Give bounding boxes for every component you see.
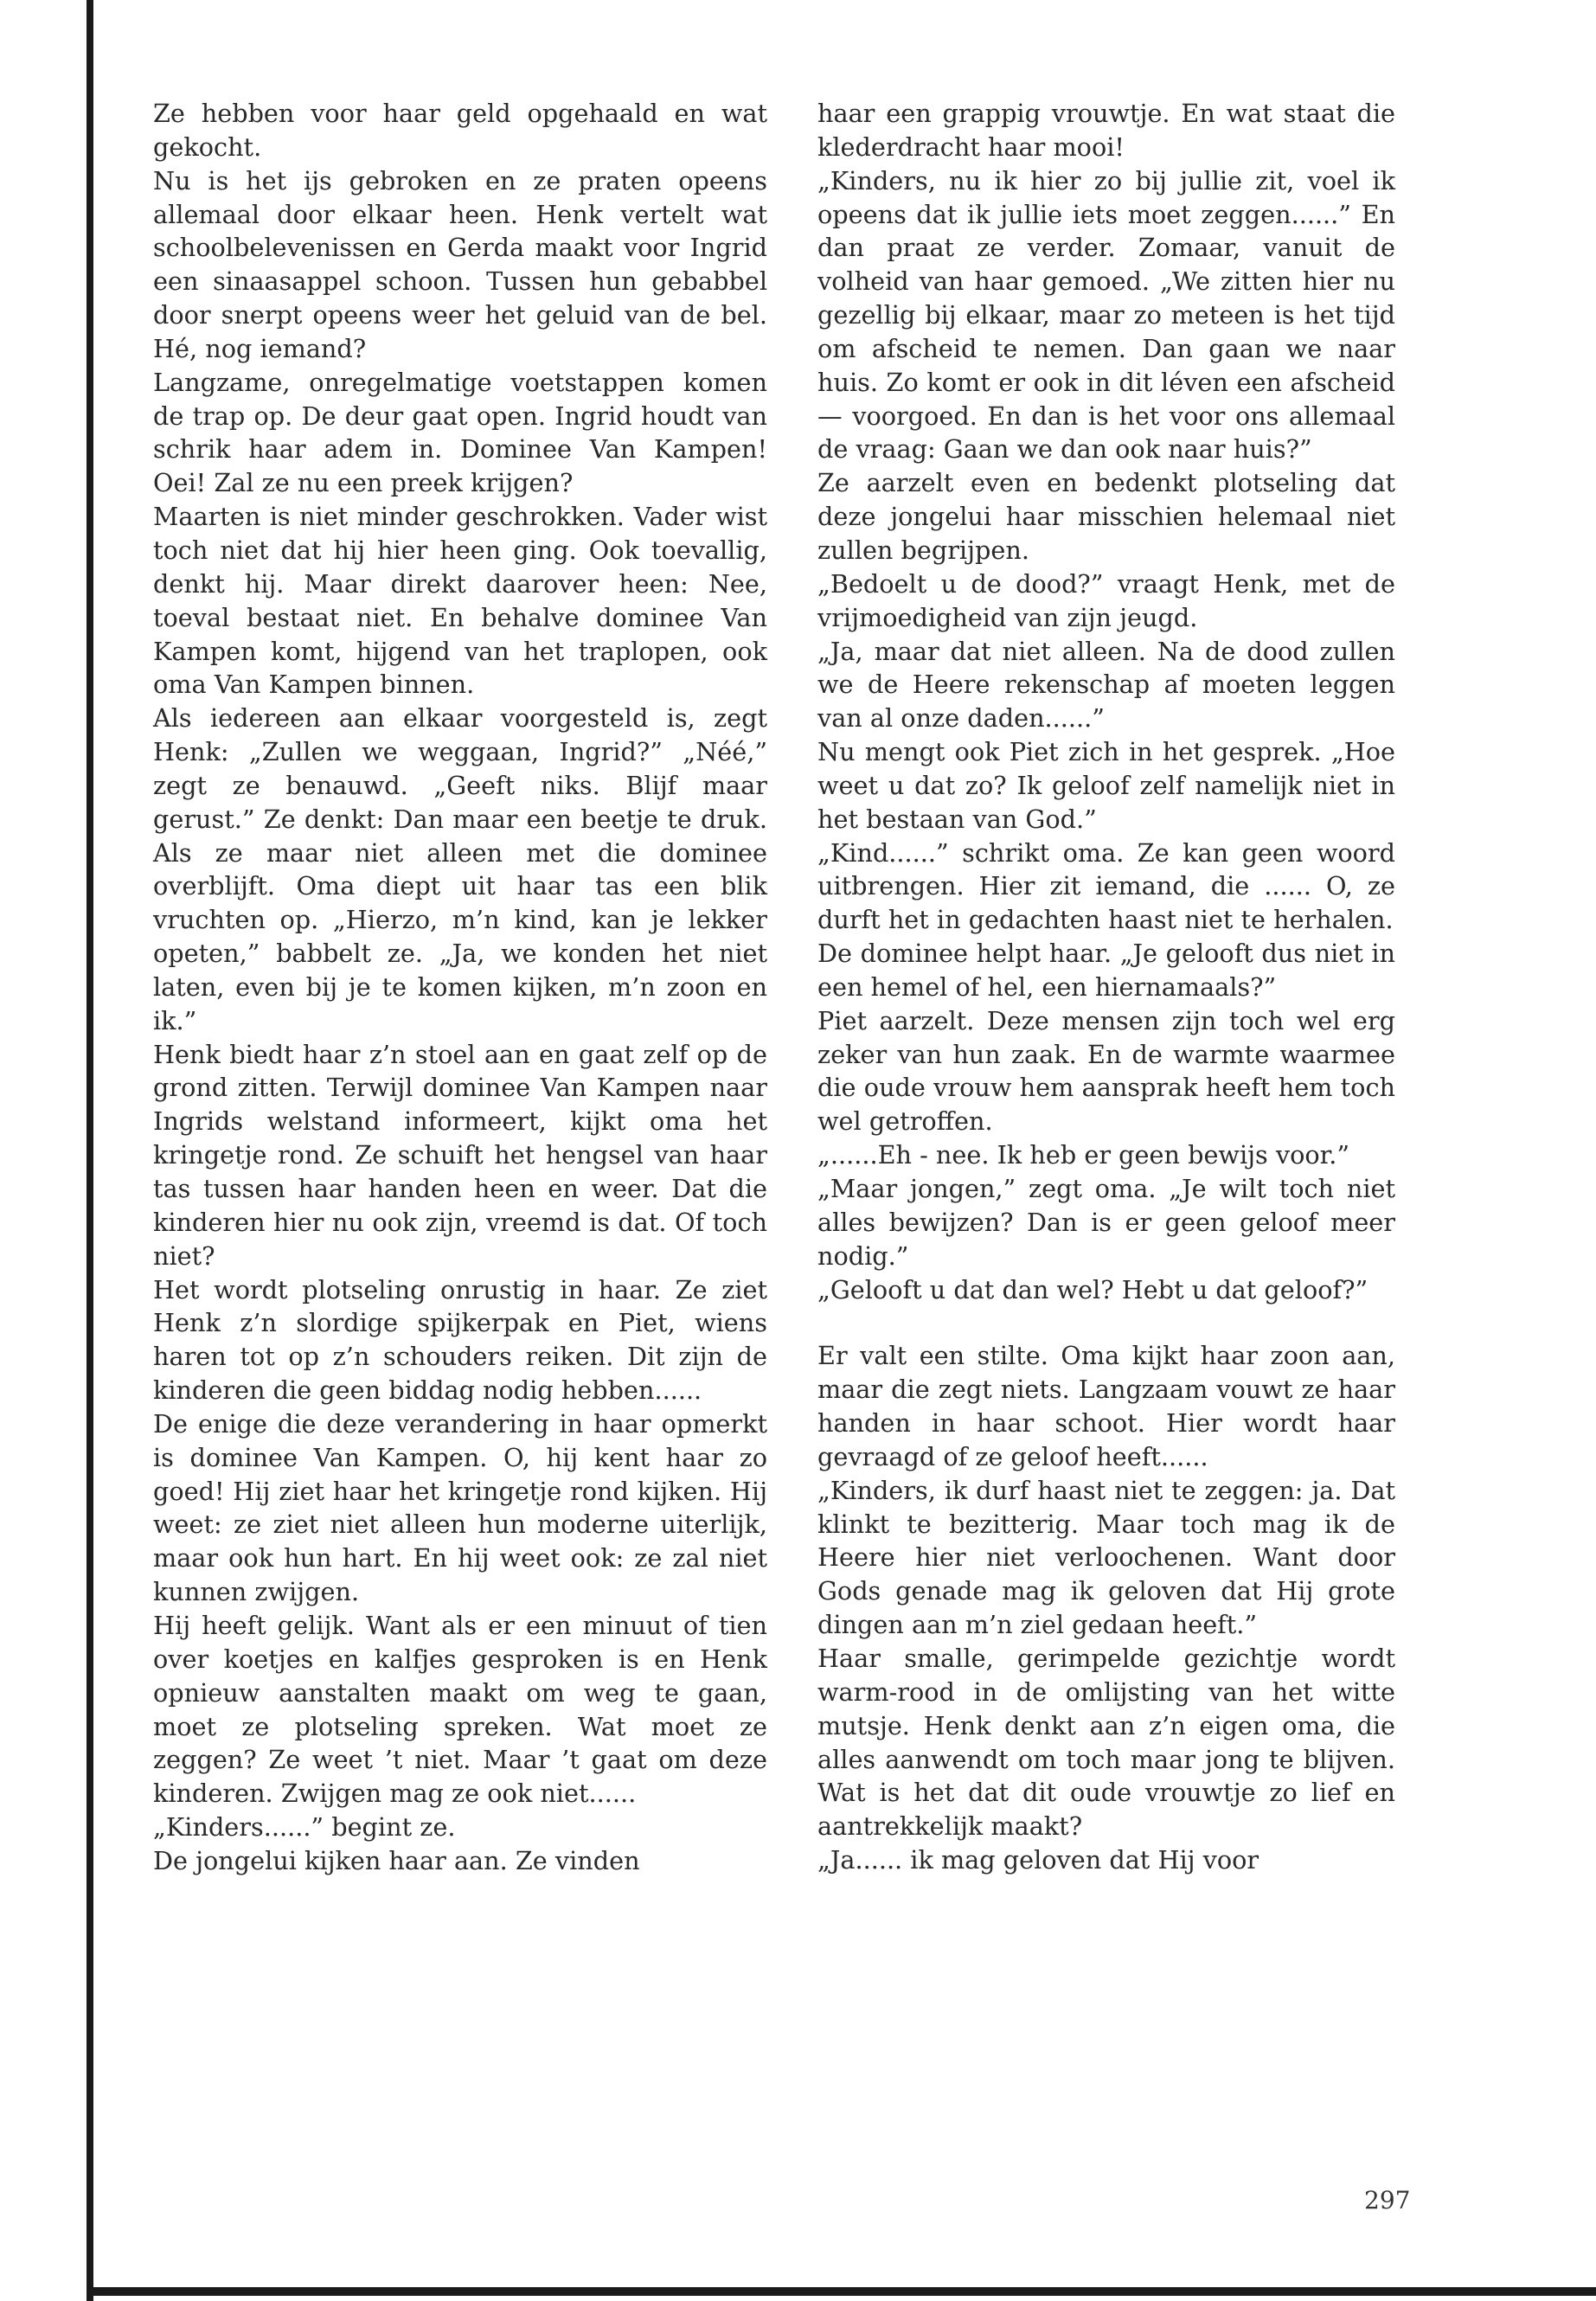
right-text-column — [817, 97, 1395, 1877]
scan-edge-bottom — [87, 2287, 1596, 2296]
paragraph: „Ja...... ik mag geloven dat Hij voor — [817, 1845, 1259, 1875]
paragraph: Het wordt plotseling onrustig in haar. Ze ziet Henk z’n slordige spijkerpak en Piet, wiens haren tot op z’n schouders reiken. Dit zijn de kinderen die geen biddag nodig hebben...... — [153, 1274, 767, 1406]
paragraph: Piet aarzelt. Deze mensen zijn toch wel erg zeker van hun zaak. En de warmte waarmee die oude vrouw hem aansprak heeft hem toch wel getroffen. — [817, 1005, 1395, 1137]
paragraph: De dominee helpt haar. „Je gelooft dus niet in een hemel of hel, een hiernamaals?” — [817, 939, 1395, 1002]
paragraph: Langzame, onregelmatige voetstappen komen de trap op. De deur gaat open. Ingrid houdt van schrik haar adem in. Dominee Van Kampen! Oei! Zal ze nu een preek krijgen? — [153, 367, 767, 498]
paragraph: Er valt een stilte. Oma kijkt haar zoon aan, maar die zegt niets. Langzaam vouwt ze haar handen in haar schoot. Hier wordt haar gevraagd of ze geloof heeft...... — [817, 1341, 1395, 1471]
paragraph: „Gelooft u dat dan wel? Hebt u dat geloof?” — [817, 1274, 1368, 1304]
paragraph: Ze hebben voor haar geld opgehaald en wat gekocht. — [153, 99, 767, 162]
paragraph: „Kinders, ik durf haast niet te zeggen: ja. Dat klinkt te bezitterig. Maar toch mag ik de Heere hier niet verloochenen. Want door Gods genade mag ik geloven dat Hij grote dingen aan m’n ziel gedaan heeft.” — [817, 1475, 1395, 1640]
scan-edge-left — [87, 0, 93, 2301]
paragraph: Haar smalle, gerimpelde gezichtje wordt warm-rood in de omlijsting van het witte mutsje. Henk denkt aan z’n eigen oma, die alles aanwendt om toch maar jong te blijven. Wat is het dat dit oude vrouwtje zo lief en aantrekkelijk maakt? — [817, 1643, 1395, 1842]
left-text-column — [153, 97, 767, 1878]
paragraph: „Bedoelt u de dood?” vraagt Henk, met de vrijmoedigheid van zijn jeugd. — [817, 568, 1395, 632]
page-number: 297 — [1364, 2186, 1411, 2214]
paragraph: Henk biedt haar z’n stoel aan en gaat zelf op de grond zitten. Terwijl dominee Van Kampen naar Ingrids welstand informeert, kijkt oma het kringetje rond. Ze schuift het hengsel van haar tas tussen haar handen heen en weer. Dat die kinderen hier nu ook zijn, vreemd is dat. Of toch niet? — [153, 1039, 767, 1271]
paragraph: haar een grappig vrouwtje. En wat staat die klederdracht haar mooi! — [817, 99, 1395, 162]
paragraph: Nu mengt ook Piet zich in het gesprek. „Hoe weet u dat zo? Ik geloof zelf namelijk niet in het bestaan van God.” — [817, 737, 1395, 834]
paragraph: „Maar jongen,” zegt oma. „Je wilt toch niet alles bewijzen? Dan is er geen geloof meer nodig.” — [817, 1174, 1395, 1271]
paragraph: De jongelui kijken haar aan. Ze vinden — [153, 1845, 640, 1875]
paragraph: De enige die deze verandering in haar opmerkt is dominee Van Kampen. O, hij kent haar zo goed! Hij ziet haar het kringetje rond kijken. Hij weet: ze ziet niet alleen hun moderne uiterlijk, maar ook hun hart. En hij weet ook: ze zal niet kunnen zwijgen. — [153, 1408, 767, 1607]
paragraph: „Kind......” schrikt oma. Ze kan geen woord uitbrengen. Hier zit iemand, die ...... O, ze durft het in gedachten haast niet te herhalen. — [817, 837, 1395, 935]
paragraph: Als iedereen aan elkaar voorgesteld is, zegt Henk: „Zullen we weggaan, Ingrid?” „Néé,” zegt ze benauwd. „Geeft niks. Blijf maar gerust.” Ze denkt: Dan maar een beetje te druk. Als ze maar niet alleen met die dominee overblijft. Oma diept uit haar tas een blik vruchten op. „Hierzo, m’n kind, kan je lekker opeten,” babbelt ze. „Ja, we konden het niet laten, even bij je te komen kijken, m’n zoon en ik.” — [153, 703, 767, 1035]
paragraph: Hij heeft gelijk. Want als er een minuut of tien over koetjes en kalfjes gesproken is en Henk opnieuw aanstalten maakt om weg te gaan, moet ze plotseling spreken. Wat moet ze zeggen? Ze weet ’t niet. Maar ’t gaat om deze kinderen. Zwijgen mag ze ook niet...... — [153, 1610, 767, 1809]
paragraph: „Ja, maar dat niet alleen. Na de dood zullen we de Heere rekenschap af moeten leggen van al onze daden......” — [817, 636, 1395, 734]
paragraph: Ze aarzelt even en bedenkt plotseling dat deze jongelui haar misschien helemaal niet zullen begrijpen. — [817, 468, 1395, 565]
paragraph: „Kinders......” begint ze. — [153, 1812, 456, 1843]
paragraph: „......Eh - nee. Ik heb er geen bewijs voor.” — [817, 1140, 1349, 1170]
paragraph: „Kinders, nu ik hier zo bij jullie zit, voel ik opeens dat ik jullie iets moet zeggen......” En dan praat ze verder. Zomaar, vanuit de volheid van haar gemoed. „We zitten hier nu gezellig bij elkaar, maar zo meteen is het tijd om afscheid te nemen. Dan gaan we naar huis. Zo komt er ook in dit léven een afscheid — voorgoed. En dan is het voor ons allemaal de vraag: Gaan we dan ook naar huis?” — [817, 165, 1395, 465]
paragraph: Maarten is niet minder geschrokken. Vader wist toch niet dat hij hier heen ging. Ook toevallig, denkt hij. Maar direkt daarover heen: Nee, toeval bestaat niet. En behalve dominee Van Kampen komt, hijgend van het traplopen, ook oma Van Kampen binnen. — [153, 502, 767, 700]
paragraph: Nu is het ijs gebroken en ze praten opeens allemaal door elkaar heen. Henk vertelt wat schoolbelevenissen en Gerda maakt voor Ingrid een sinaasappel schoon. Tussen hun gebabbel door snerpt opeens weer het geluid van de bel. Hé, nog iemand? — [153, 165, 767, 363]
